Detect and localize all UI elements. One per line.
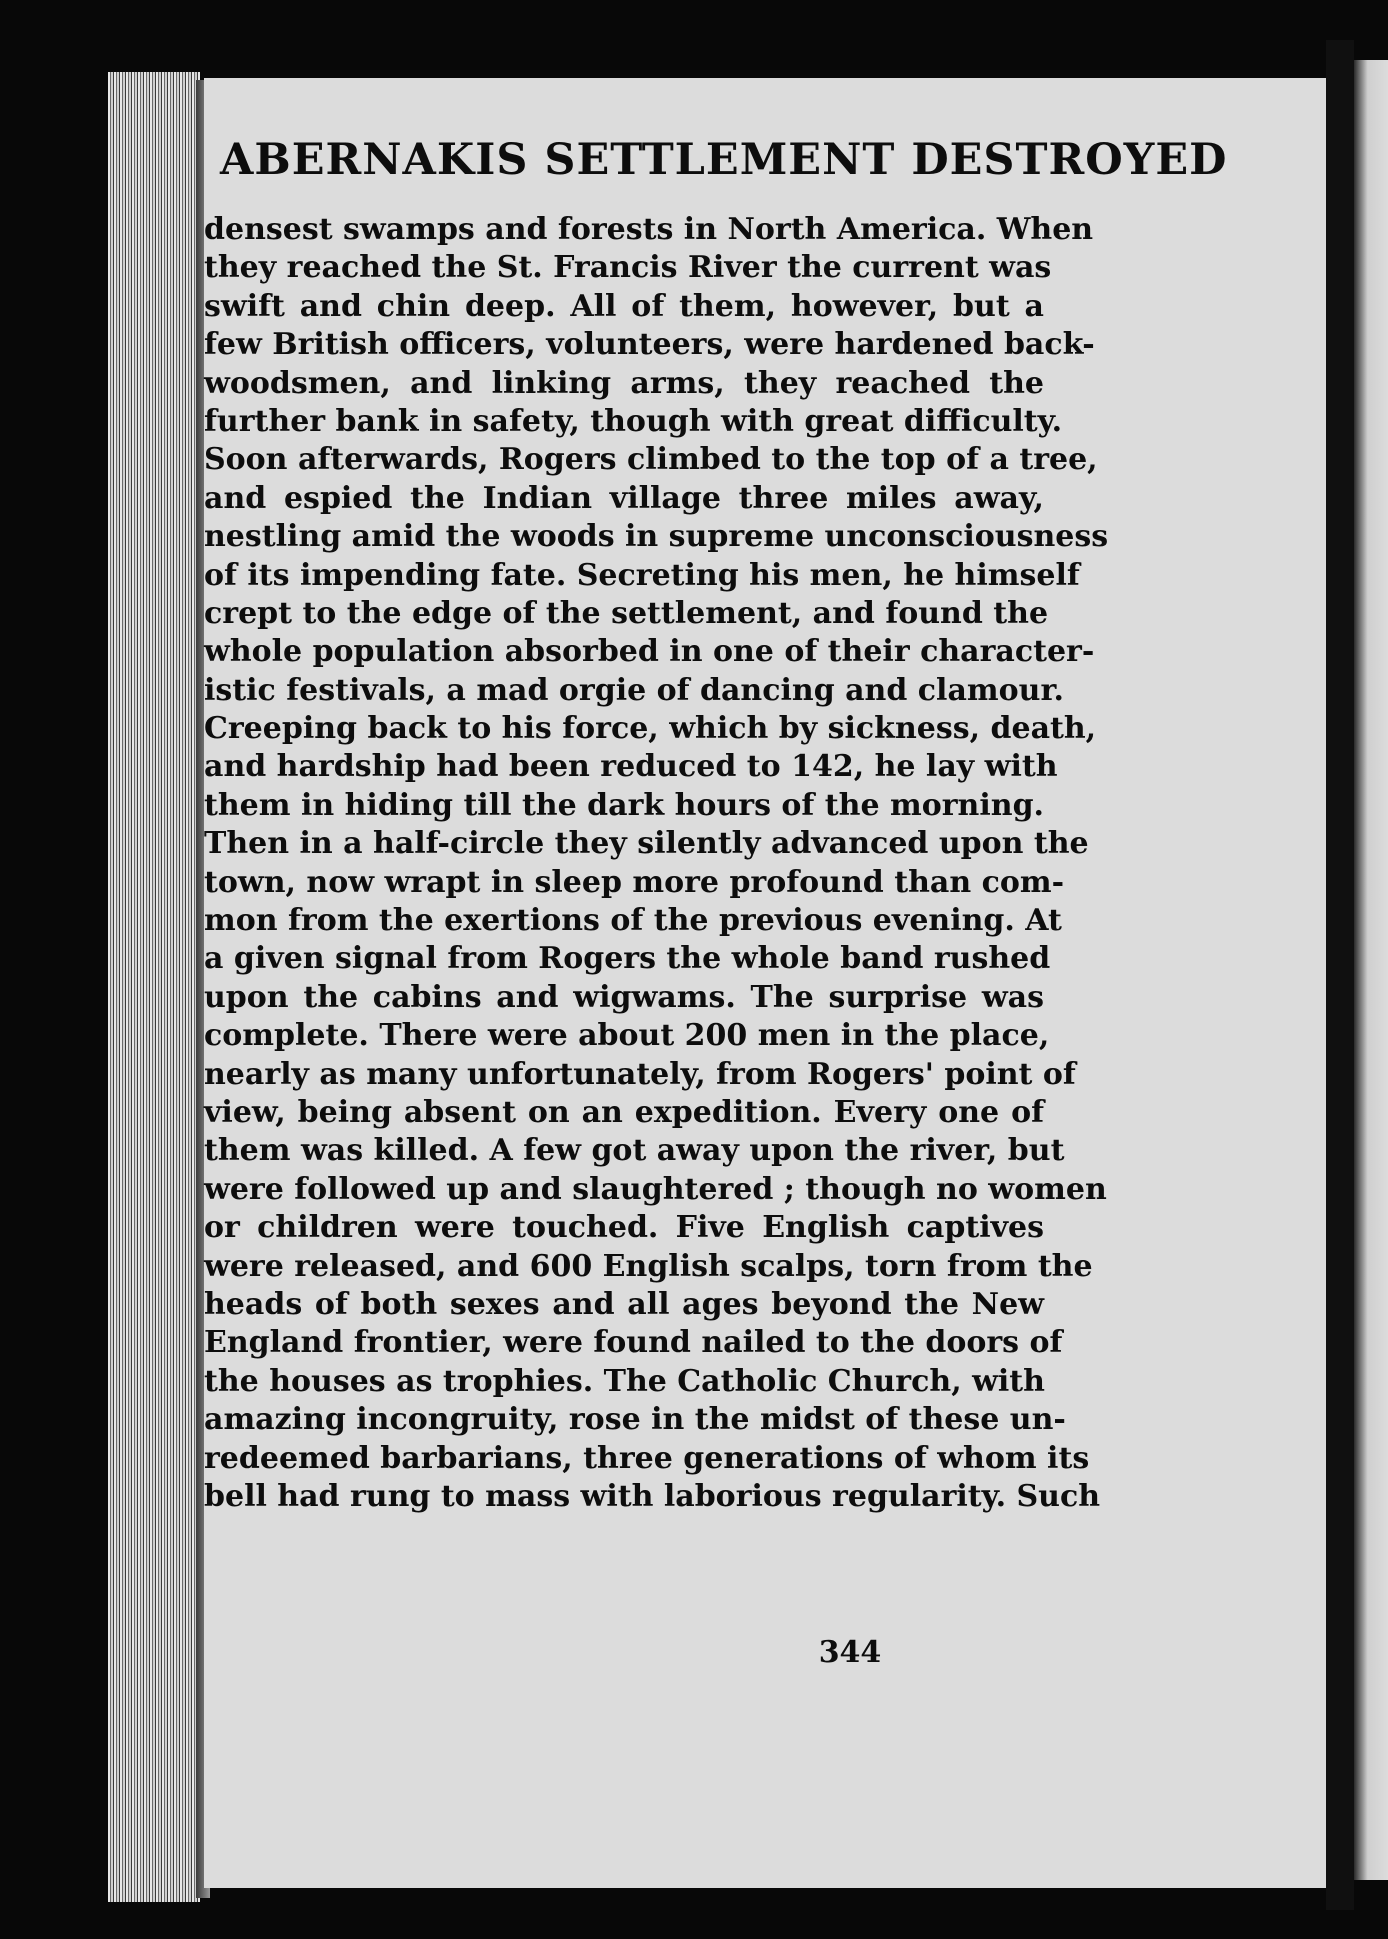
text-line: Soon afterwards, Rogers climbed to the top of a tree, (204, 442, 1098, 478)
text-line: of its impending fate. Secreting his men, he himself (204, 557, 1080, 593)
body-text (204, 211, 1109, 1516)
text-line: them was killed. A few got away upon the river, but (204, 1133, 1065, 1169)
text-line: and hardship had been reduced to 142, he lay with (204, 749, 1058, 785)
text-line: Then in a half-circle they silently advanced upon the (204, 826, 1089, 862)
text-line: whole population absorbed in one of their character- (204, 634, 1095, 670)
text-line: nearly as many unfortunately, from Rogers' point of (204, 1056, 1076, 1092)
text-line: complete. There were about 200 men in the place, (204, 1018, 1050, 1054)
text-line: upon the cabins and wigwams. The surprise was (204, 979, 1044, 1015)
text-line: Creeping back to his force, which by sickness, death, (204, 711, 1097, 747)
text-line: or children were touched. Five English captives (204, 1210, 1044, 1246)
text-line: istic festivals, a mad orgie of dancing and clamour. (204, 672, 1064, 708)
text-line: England frontier, were found nailed to the doors of (204, 1325, 1063, 1361)
text-line: redeemed barbarians, three generations of whom its (204, 1440, 1090, 1476)
book-page-edges (108, 72, 200, 1902)
text-line: town, now wrapt in sleep more profound than com- (204, 864, 1065, 900)
page-number: 344 (818, 1635, 882, 1670)
text-line: view, being absent on an expedition. Every one of (204, 1094, 1044, 1130)
text-line: them in hiding till the dark hours of the morning. (204, 787, 1044, 823)
text-line: heads of both sexes and all ages beyond the New (204, 1286, 1044, 1322)
text-line: mon from the exertions of the previous evening. At (204, 903, 1062, 939)
text-line: the houses as trophies. The Catholic Church, with (204, 1363, 1045, 1399)
text-line: woodsmen, and linking arms, they reached the (204, 365, 1044, 401)
text-line: crept to the edge of the settlement, and found the (204, 595, 1049, 631)
running-head: ABERNAKIS SETTLEMENT DESTROYED (220, 135, 1228, 185)
text-line: a given signal from Rogers the whole band rushed (204, 941, 1051, 977)
text-line: and espied the Indian village three miles away, (204, 480, 1044, 516)
text-line: densest swamps and forests in North America. When (204, 212, 1094, 247)
text-line: were released, and 600 English scalps, torn from the (204, 1248, 1093, 1284)
right-gutter (1326, 40, 1354, 1910)
text-line: were followed up and slaughtered ; though no women (204, 1171, 1107, 1207)
text-line: they reached the St. Francis River the current was (204, 250, 1052, 286)
text-line: bell had rung to mass with laborious regularity. Such (204, 1478, 1101, 1514)
next-leaf-edge (1354, 60, 1388, 1880)
text-line: nestling amid the woods in supreme unconsciousness (204, 519, 1109, 555)
text-line: amazing incongruity, rose in the midst of these un- (204, 1402, 1066, 1438)
text-line: few British officers, volunteers, were hardened back- (204, 327, 1095, 363)
text-line: swift and chin deep. All of them, however, but a (204, 288, 1044, 324)
text-line: further bank in safety, though with great difficulty. (204, 403, 1063, 439)
